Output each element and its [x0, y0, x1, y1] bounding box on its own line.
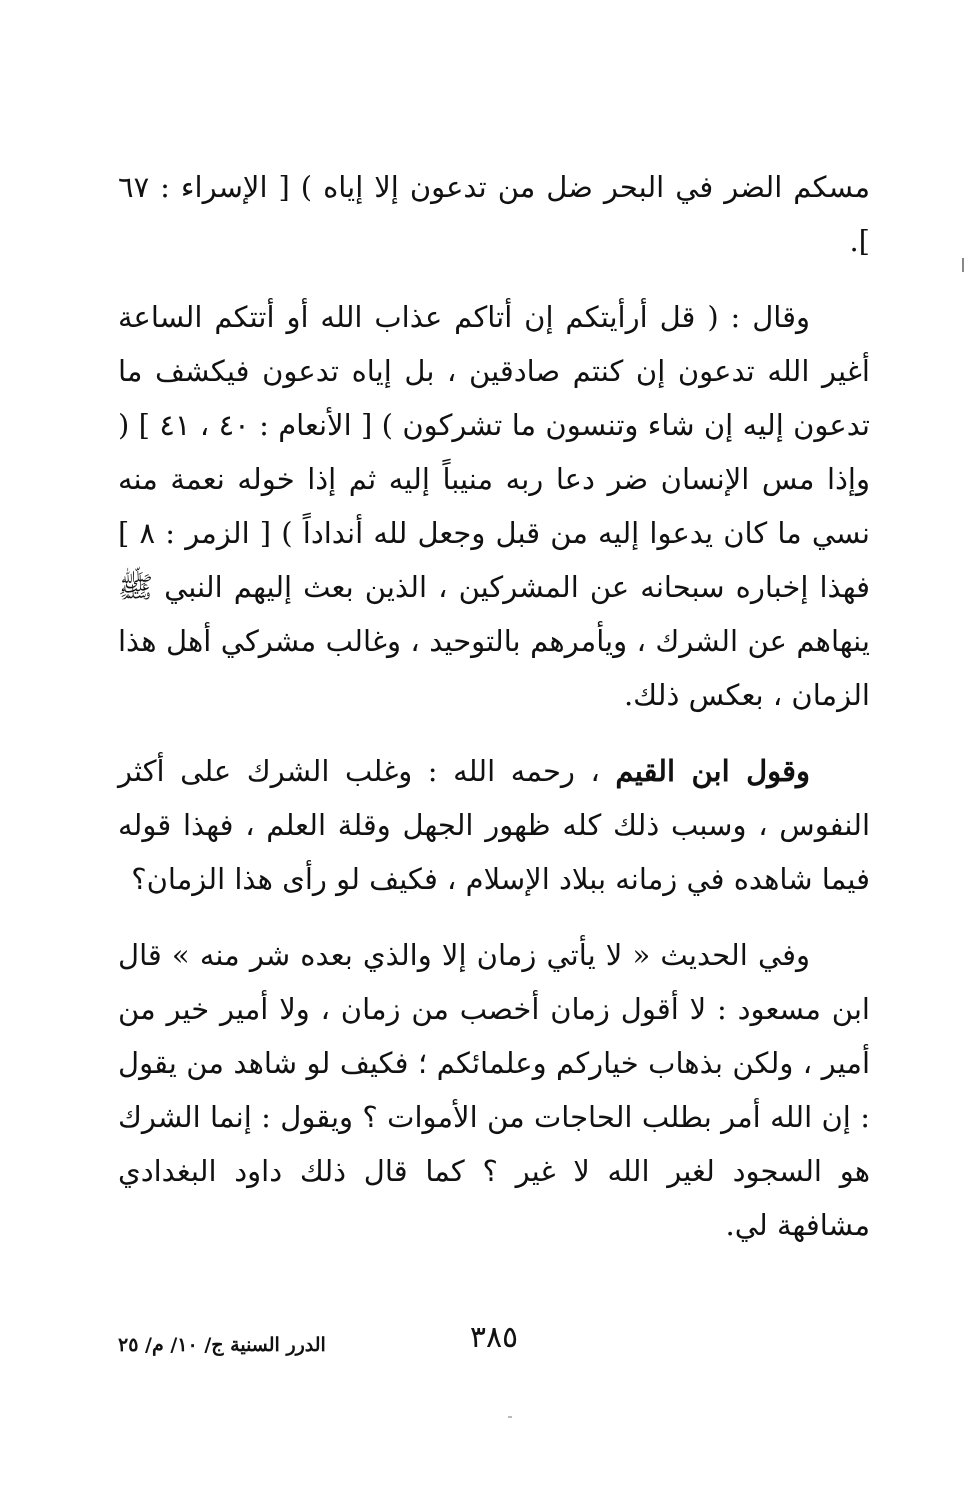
paragraph-continuation — [118, 160, 870, 268]
page-body — [118, 160, 870, 1274]
paragraph-ibn-al-qayyim — [118, 744, 870, 906]
paragraph-quran-verses — [118, 290, 870, 722]
paragraph-text: مسكم الضر في البحر ضل من تدعون إلا إياه ) [ الإسراء : ٦٧ ]. — [118, 170, 870, 258]
source-reference: الدرر السنية ج/ ١٠/ م/ ٢٥ — [118, 1334, 326, 1356]
paragraph-text: وفي الحديث « لا يأتي زمان إلا والذي بعده شر منه » قال ابن مسعود : لا أقول زمان أخصب من زمان ، ولا أمير خير من أمير ، ولكن بذهاب خياركم وعلمائكم ؛ فكيف لو شاهد من يقول : إن الله أمر بطلب الحاجات من الأموات ؟ ويقول : إنما الشرك هو السجود لغير الله لا غير ؟ كما قال ذلك داود البغدادي مشافهة لي. — [118, 938, 870, 1242]
page-number: ٣٨٥ — [469, 1320, 519, 1355]
paragraph-text: ، رحمه الله : وغلب الشرك على أكثر النفوس ، وسبب ذلك كله ظهور الجهل وقلة العلم ، فهذا قوله فيما شاهده في زمانه ببلاد الإسلام ، فكيف لو رأى هذا الزمان؟ — [118, 754, 870, 896]
paragraph-lead-bold: وقول ابن القيم — [615, 754, 810, 788]
page-footer — [118, 1320, 870, 1370]
paragraph-text: وقال : ( قل أرأيتكم إن أتاكم عذاب الله أو أتتكم الساعة أغير الله تدعون إن كنتم صادقين ، بل إياه تدعون فيكشف ما تدعون إليه إن شاء وتنسون ما تشركون ) [ الأنعام : ٤٠ ، ٤١ ] ( وإذا مس الإنسان ضر دعا ربه منيباً إليه ثم إذا خوله نعمة منه نسي ما كان يدعوا إليه من قبل وجعل لله أنداداً ) [ الزمر : ٨ ] فهذا إخباره سبحانه عن المشركين ، الذين بعث إليهم النبي ﷺ ينهاهم عن الشرك ، ويأمرهم بالتوحيد ، وغالب مشركي أهل هذا الزمان ، بعكس ذلك. — [118, 300, 870, 712]
scan-dust-mark — [508, 1416, 512, 1418]
paragraph-hadith — [118, 928, 870, 1252]
scan-edge-mark — [962, 258, 964, 272]
